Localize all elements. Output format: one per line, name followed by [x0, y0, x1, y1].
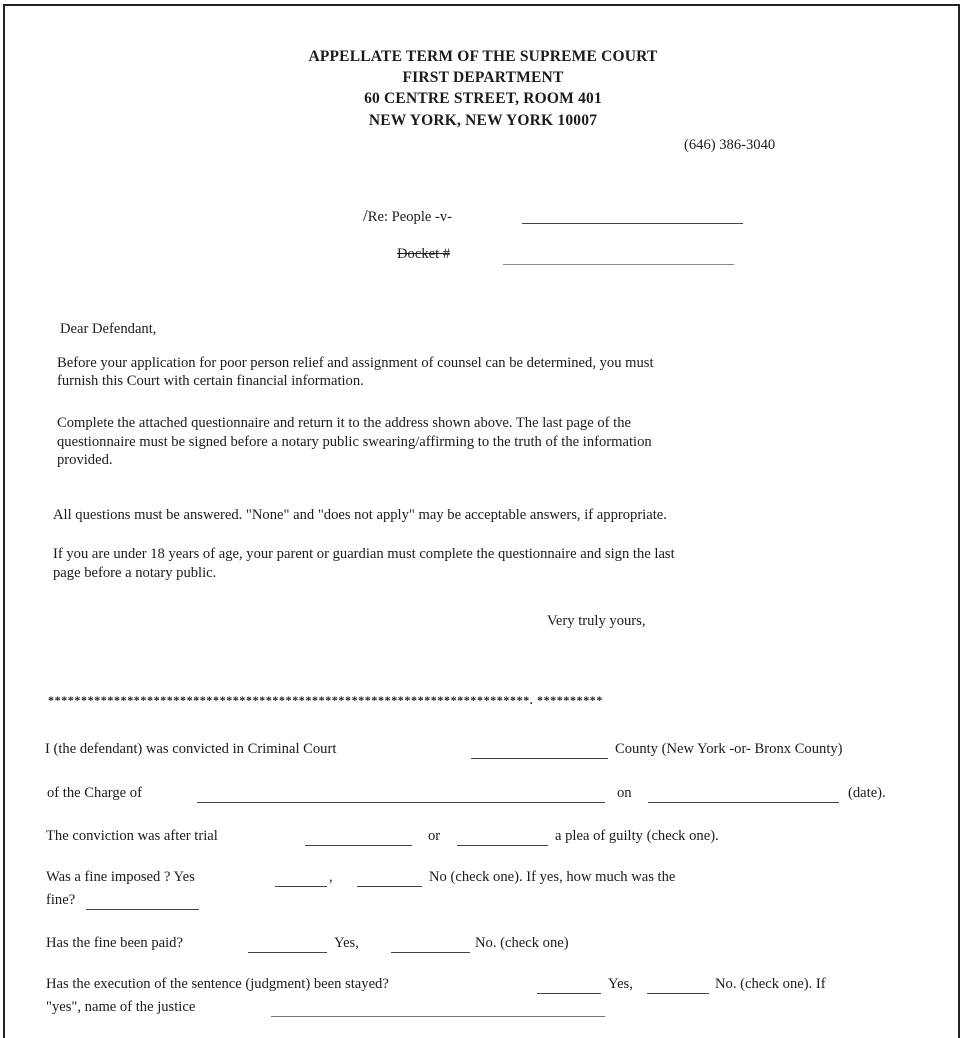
- q2-text: of the Charge of: [47, 785, 142, 801]
- q3-trial-checkbox[interactable]: [305, 844, 412, 846]
- court-phone: (646) 386-3040: [684, 137, 776, 153]
- paragraph-2-line-3: provided.: [57, 452, 113, 468]
- q5-no-checkbox[interactable]: [391, 951, 470, 953]
- q4-text: Was a fine imposed ? Yes: [46, 869, 195, 885]
- q4-fine-amount-field[interactable]: [86, 908, 199, 910]
- q6-justice-text: "yes", name of the justice: [46, 999, 196, 1015]
- q6-yes-checkbox[interactable]: [537, 992, 601, 994]
- q5-text: Has the fine been paid?: [46, 935, 183, 951]
- q3-text: The conviction was after trial: [46, 828, 218, 844]
- q6-no-checkbox[interactable]: [647, 992, 709, 994]
- q4-yes-checkbox[interactable]: [275, 885, 327, 887]
- re-people-field[interactable]: [522, 222, 743, 224]
- q5-yes-checkbox[interactable]: [248, 951, 327, 953]
- court-city: NEW YORK, NEW YORK 10007: [368, 112, 598, 129]
- court-department: FIRST DEPARTMENT: [402, 69, 564, 86]
- paragraph-1-line-1: Before your application for poor person relief and assignment of counsel can be determined, you must: [57, 355, 654, 371]
- q1-county-text: County (New York -or- Bronx County): [615, 741, 843, 757]
- q5-yes-text: Yes,: [334, 935, 359, 951]
- q2-date-field[interactable]: [648, 801, 839, 803]
- q4-no-checkbox[interactable]: [357, 885, 422, 887]
- q2-on-text: on: [617, 785, 632, 801]
- q4-comma: ,: [329, 869, 333, 885]
- docket-label: Docket #: [397, 246, 451, 262]
- q1-court-field[interactable]: [471, 757, 608, 759]
- court-name: APPELLATE TERM OF THE SUPREME COURT: [308, 48, 658, 65]
- q5-no-text: No. (check one): [475, 935, 569, 951]
- q1-text: I (the defendant) was convicted in Criminal Court: [45, 741, 337, 757]
- docket-field[interactable]: [503, 263, 734, 265]
- paragraph-2-line-1: Complete the attached questionnaire and return it to the address shown above. The last page of the: [57, 415, 631, 431]
- q4-question-text: No (check one). If yes, how much was the: [429, 869, 676, 885]
- salutation: Dear Defendant,: [60, 321, 157, 337]
- re-people-label: /Re: People -v-: [363, 206, 453, 225]
- q2-charge-field[interactable]: [197, 801, 605, 803]
- q3-plea-text: a plea of guilty (check one).: [555, 828, 719, 844]
- q6-yes-text: Yes,: [608, 976, 633, 992]
- paragraph-4-line-2: page before a notary public.: [53, 565, 217, 581]
- paragraph-4-line-1: If you are under 18 years of age, your parent or guardian must complete the questionnaire and sign the last: [53, 546, 675, 562]
- document-page: [3, 4, 960, 1038]
- paragraph-2-line-2: questionnaire must be signed before a notary public swearing/affirming to the truth of the information: [57, 434, 652, 450]
- closing: Very truly yours,: [547, 613, 646, 629]
- separator-stars: *************************************************************************. **********: [48, 693, 603, 707]
- q4-fine-text: fine?: [46, 892, 76, 908]
- q6-justice-field[interactable]: [271, 1015, 605, 1017]
- paragraph-1-line-2: furnish this Court with certain financial information.: [57, 373, 364, 389]
- re-people-text: Re: People -v-: [367, 209, 453, 225]
- q6-no-text: No. (check one). If: [715, 976, 826, 992]
- paragraph-3: All questions must be answered. "None" and "does not apply" may be acceptable answers, if appropriate.: [53, 507, 667, 523]
- q3-plea-checkbox[interactable]: [457, 844, 548, 846]
- q6-text: Has the execution of the sentence (judgment) been stayed?: [46, 976, 389, 992]
- court-street: 60 CENTRE STREET, ROOM 401: [364, 90, 602, 107]
- q3-or-text: or: [428, 828, 441, 844]
- q2-date-text: (date).: [848, 785, 886, 801]
